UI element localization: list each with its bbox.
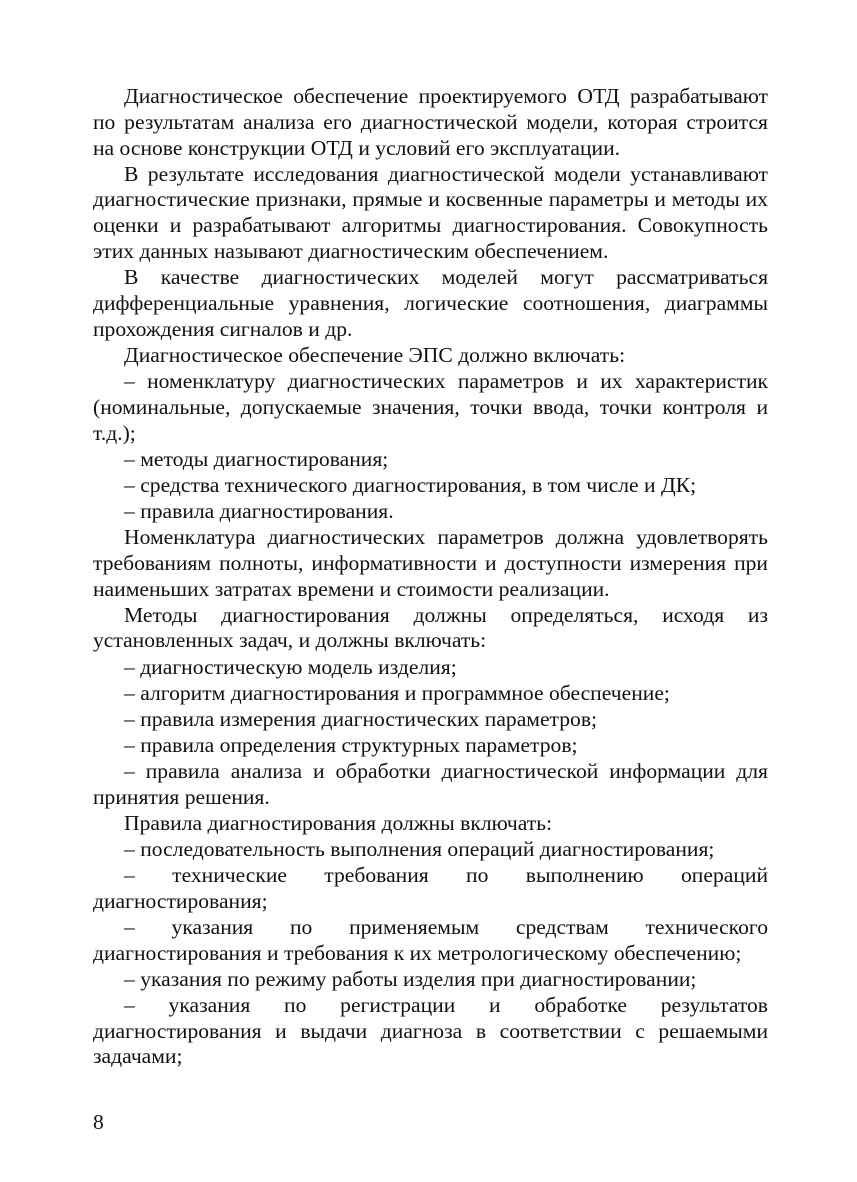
- list-item-2: – методы диагностирования;: [124, 446, 389, 471]
- list-item-10: – последовательность выполнения операций диагностирования;: [124, 836, 715, 861]
- paragraph-7: Правила диагностирования должны включать:: [124, 810, 553, 835]
- list-item-4: – правила диагностирования.: [124, 498, 394, 523]
- page-number: 8: [93, 1110, 104, 1134]
- paragraph-4: Диагностическое обеспечение ЭПС должно включать:: [124, 342, 626, 367]
- list-item-1: – номенклатуру диагностических параметров и их характеристик (номинальные, допускаемые значения, точки ввода, точки контроля и т.д.);: [93, 368, 768, 445]
- page-body: [93, 84, 768, 1070]
- list-item-6: – алгоритм диагностирования и программное обеспечение;: [124, 680, 670, 705]
- list-item-13: – указания по режиму работы изделия при диагностировании;: [124, 966, 697, 991]
- paragraph-6: Методы диагностирования должны определяться, исходя из установленных задач, и должны включать:: [93, 602, 768, 653]
- paragraph-1: Диагностическое обеспечение проектируемого ОТД разрабатывают по результатам анализа его диагностической модели, которая строится на основе конструкции ОТД и условий его эксплуатации.: [93, 84, 768, 160]
- list-item-5: – диагностическую модель изделия;: [124, 654, 457, 679]
- paragraph-3: В качестве диагностических моделей могут рассматриваться дифференциальные уравнения, логические соотношения, диаграммы прохождения сигналов и др.: [93, 265, 768, 341]
- paragraph-2: В результате исследования диагностической модели устанавливают диагностические признаки, прямые и косвенные параметры и методы их оценки и разрабатывают алгоритмы диагностирования. Совокупность этих данных называют диагностическим обеспечением.: [93, 161, 768, 264]
- list-item-9: – правила анализа и обработки диагностической информации для принятия решения.: [93, 758, 768, 809]
- list-item-14: – указания по регистрации и обработке результатов диагностирования и выдачи диагноза в соответствии с решаемыми задачами;: [93, 992, 768, 1069]
- list-item-8: – правила определения структурных параметров;: [124, 732, 578, 757]
- list-item-12: – указания по применяемым средствам технического диагностирования и требования к их метрологическому обеспечению;: [93, 914, 768, 965]
- paragraph-5: Номенклатура диагностических параметров должна удовлетворять требованиям полноты, информативности и доступности измерения при наименьших затратах времени и стоимости реализации.: [93, 524, 768, 601]
- list-item-11: – технические требования по выполнению операций диагностирования;: [93, 862, 768, 913]
- list-item-7: – правила измерения диагностических параметров;: [124, 706, 598, 731]
- list-item-3: – средства технического диагностирования, в том числе и ДК;: [124, 472, 697, 497]
